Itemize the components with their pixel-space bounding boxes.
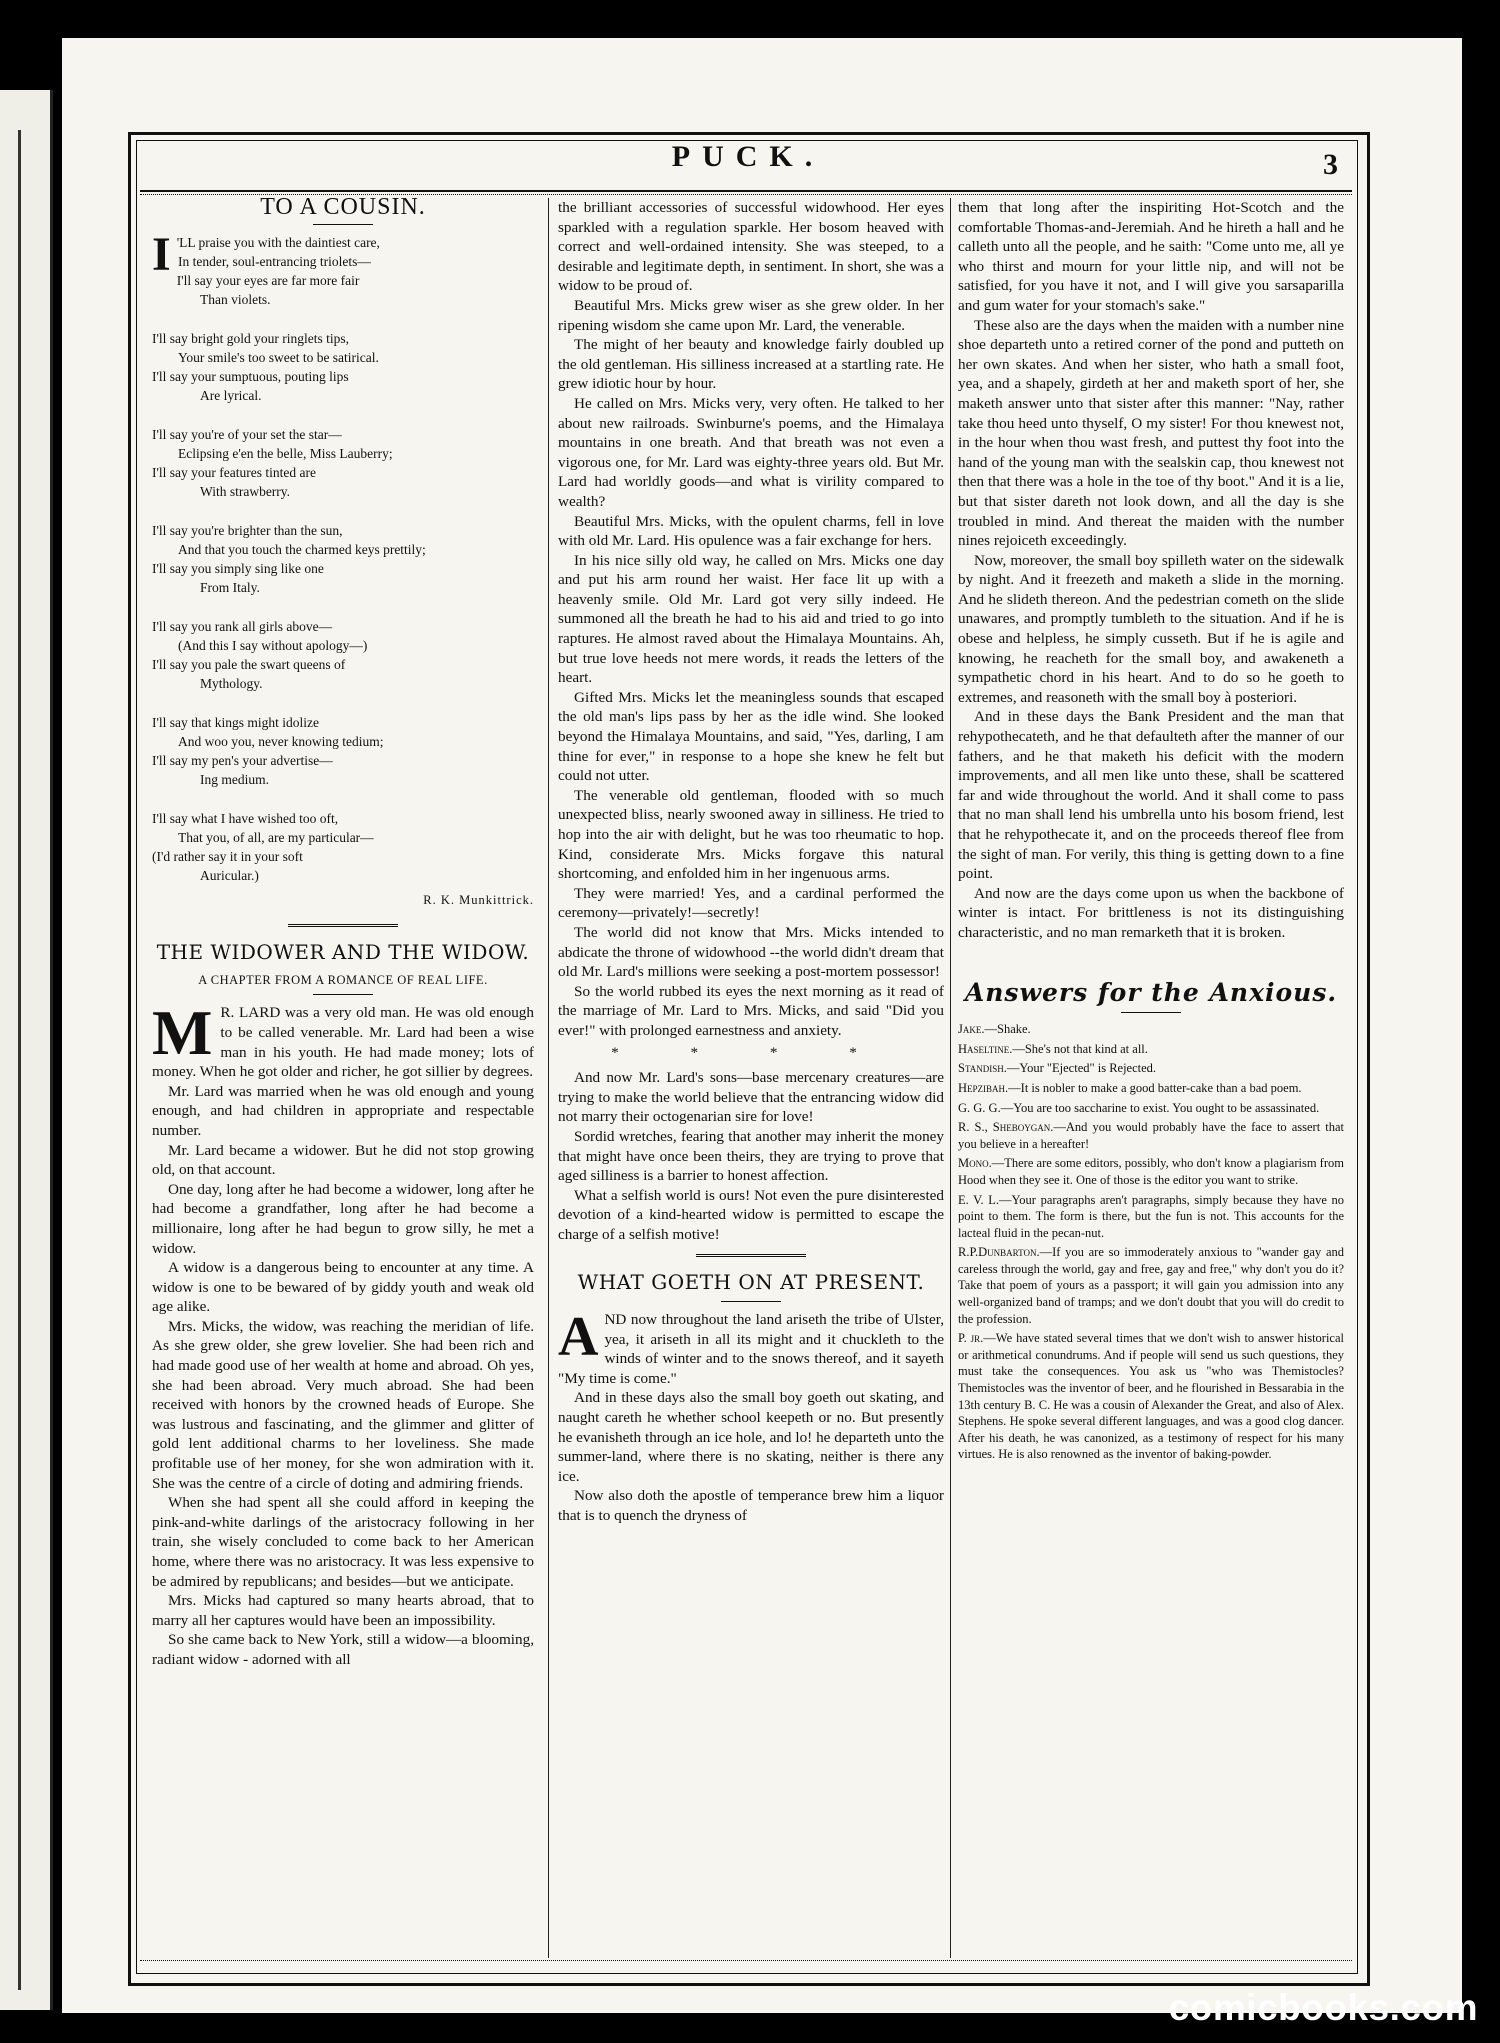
story-body-col2-end	[558, 1068, 944, 1244]
answer-item	[958, 1021, 1344, 1038]
story-paragraph: the brilliant accessories of successful widowhood. Her eyes sparkled with a regulation sparkle. Her bosom heaved with correct and well-ordained intensity. She was steeped, to a desirable and legitimate depth, in sentiment. In short, she was a widow to be proud of.	[558, 199, 944, 295]
answer-item	[958, 1330, 1344, 1463]
story-paragraph: Beautiful Mrs. Micks, with the opulent charms, fell in love with old Mr. Lard. His opulence was a fair exchange for hers.	[558, 512, 944, 550]
poem-line: Eclipsing e'en the belle, Miss Lauberry;	[178, 445, 393, 461]
poem-stanza	[152, 521, 534, 597]
title-rule	[313, 994, 373, 995]
answer-item	[958, 1080, 1344, 1097]
poem-line: I'll say you pale the swart queens of	[152, 656, 346, 672]
poem-line: From Italy.	[200, 579, 260, 595]
poem-line: Are lyrical.	[200, 387, 262, 403]
story-body-col1	[152, 997, 534, 1669]
present-paragraph: And now are the days come upon us when the backbone of winter is intact. For brittleness is not its distinguishing characteristic, and no man remarketh that it is broken.	[958, 884, 1344, 941]
present-paragraph: ND now throughout the land ariseth the tribe of Ulster, yea, it ariseth in all its might and it chuckleth to the winds of winter and to the snows thereof, and it sayeth "My time is come."	[558, 1311, 944, 1387]
answer-item	[958, 1192, 1344, 1242]
present-paragraph: And in these days the Bank President and the man that rehypothecateth, and he that defaulteth after the manner of our fathers, and he that maketh his deficit with the modern improvements, and all men like unto these, shall be scattered far and wide throughout the world. And it shall come to pass that no man shall lend his umbrella unto his bosom friend, lest that he rehypothecate it, and on the proceeds thereof flee from the sight of man. For verily, this thing is getting down to a fine point.	[958, 708, 1344, 883]
footer-rule	[140, 1960, 1352, 1961]
story-paragraph: So she came back to New York, still a widow—a blooming, radiant widow - adorned with all	[152, 1631, 534, 1668]
answer-text: —We have stated several times that we don't wish to answer historical or arithmetical conundrums. And if people will send us such questions, they must take the consequences. You ask us "who was Themistocles? Themistocles was the inventor of beer, and he flourished in Bessarabia in the 13th century B. C. He was a cousin of Alexander the Great, and also of Alex. Stephens. He spoke several different languages, and was a good clog dancer. After his death, he was canonized, as a testimony of respect for his many virtues. He is also renowned as the inventor of baking-powder.	[958, 1331, 1345, 1462]
column-divider	[950, 198, 951, 1958]
poem-line: (I'd rather say it in your soft	[152, 848, 303, 864]
answer-name: Jake.	[958, 1022, 985, 1037]
poem-line: I'll say you simply sing like one	[152, 560, 324, 576]
answer-name: R.P.Dunbarton.	[958, 1245, 1040, 1260]
answer-text: —Your paragraphs aren't paragraphs, simply because they have no point to them. The form is there, but the fun is not. This accounts for the lacteal fluid in the pecan-nut.	[958, 1192, 1344, 1240]
story-paragraph: Gifted Mrs. Micks let the meaningless sounds that escaped the old man's lips pass by her as the idle wind. She looked beyond the Himalaya Mountains, and said, "Yes, darling, I am thine for ever," in response to a hope she knew he felt but could not utter.	[558, 688, 944, 785]
story-paragraph: So the world rubbed its eyes the next morning as it read of the marriage of Mr. Lard to Mrs. Micks, and said "Did you ever!" with prolonged earnestness and anxiety.	[558, 982, 944, 1039]
title-rule	[721, 1301, 781, 1302]
poem-line: That you, of all, are my particular—	[178, 829, 374, 845]
present-paragraph: Now, moreover, the small boy spilleth water on the sidewalk by night. And it freezeth and maketh a slide in the morning. And he slideth thereon. And the pedestrian cometh on the slide unawares, and promptly tumbleth to the situation. And if he is obese and helpless, he simply cusseth. But if he is agile and knowing, he reacheth for the small boy, and awakeneth a sympathetic chord in his heart. And to do so he goeth to extremes, and reasoneth with the small boy à posteriori.	[958, 551, 1344, 706]
column-2	[558, 198, 944, 1526]
present-paragraph: And in these days also the small boy goeth out skating, and naught careth he whether school keepeth or no. But presently he evanisheth through an ice hole, and lo! he departeth unto the summer-land, where there is no skating, neither is there any ice.	[558, 1389, 944, 1485]
drop-cap: A	[558, 1306, 599, 1369]
answer-item	[958, 1041, 1344, 1058]
present-body-col3	[958, 316, 1344, 943]
answer-text: —There are some editors, possibly, who don't know a plagiarism from Hood when they see it. One of those is the editor you want to strike.	[958, 1156, 1344, 1187]
section-divider	[288, 924, 398, 927]
poem-line: I'll say my pen's your advertise—	[152, 752, 333, 768]
poem-line: Than violets.	[200, 291, 271, 307]
answer-item	[958, 1100, 1344, 1117]
story-paragraph: In his nice silly old way, he called on Mrs. Micks one day and put his arm round her waist. Her face lit up with a heavenly smile. Old Mr. Lard got very silly indeed. He summoned all the breath he had to his aid and tried to go into raptures. He almost raved about the Himalaya Mountains. Ah, but true love heeds not mere words, it reads the letters of the heart.	[558, 551, 944, 687]
answer-text: —Your "Ejected" is Rejected.	[1006, 1061, 1157, 1076]
poem-line: I'll say you're of your set the star—	[152, 426, 342, 442]
poem-line: I'll say your features tinted are	[152, 464, 316, 480]
story-paragraph: A widow is a dangerous being to encounter at any time. A widow is one to be bewared of by giddy youth and weak old age alike.	[152, 1259, 534, 1316]
present-paragraph: These also are the days when the maiden with a number nine shoe departeth unto a retired corner of the pond and putteth on her own skates. And when her sister, who hath a small foot, yea, and a shapely, girdeth at her and maketh sport of her, she maketh answer unto that sister after this manner: "Nay, rather take thou heed unto thyself, O my sister! For thou knewest not, in the hour when thou wast fresh, and puttest thy foot into the hand of the young man with the sealskin cap, thou knewest not then that there was a hole in the toe of thy boot." And it is a lie, but that sister dareth not look down, and all the day is she troubled in mind. And thereat the maiden with the number nines rejoiceth exceedingly.	[958, 316, 1344, 550]
answer-item	[958, 1119, 1344, 1152]
watermark: comicbooks.com	[1168, 1987, 1478, 2028]
answer-name: Mono.	[958, 1156, 992, 1171]
poem-line: I'll say bright gold your ringlets tips,	[152, 330, 350, 346]
story-paragraph: The world did not know that Mrs. Micks intended to abdicate the throne of widowhood --the world didn't dream that old Mr. Lard's millions were seeking a post-mortem possessor!	[558, 923, 944, 981]
poem-line: I'll say you're brighter than the sun,	[152, 522, 343, 538]
title-rule	[1121, 1012, 1181, 1013]
story-body-col2	[558, 296, 944, 1041]
poem-stanza	[152, 809, 534, 885]
poem-line: In tender, soul-entrancing triolets—	[178, 253, 371, 269]
story-paragraph: Sordid wretches, fearing that another may inherit the money that might have once been theirs, they are trying to prove that aged silliness is a barrier to honest affection.	[558, 1127, 944, 1185]
poem-stanza	[152, 227, 534, 309]
answer-name: G. G. G.	[958, 1100, 1001, 1115]
poem-stanza	[152, 713, 534, 789]
poem-stanza	[152, 329, 534, 405]
drop-cap: M	[152, 997, 213, 1069]
story-paragraph: The venerable old gentleman, flooded with so much unexpected bliss, nearly swooned away in silliness. He tried to hop into the air with delight, but he was too rheumatic to hop. Kind, considerate Mrs. Micks forgave this natural shortcoming, and enfolded him in her ingenuous arms.	[558, 786, 944, 883]
masthead	[128, 138, 1368, 188]
answer-text: —She's not that kind at all.	[1012, 1041, 1148, 1056]
answer-name: R. S., Sheboygan.	[958, 1120, 1054, 1135]
adjacent-page-edge	[0, 90, 53, 2010]
poem-line: Ing medium.	[200, 771, 269, 787]
poem-line: Mythology.	[200, 675, 263, 691]
poem-body	[152, 227, 534, 885]
column-rule	[18, 130, 21, 1990]
answer-text: —If you are so immoderately anxious to "wander gay and careless through the world, gay and free, gay and free," why don't you do it? Take that poem of yours as a passport; it will gain you admission into any well-organized band of tramps; and we don't doubt that you will do credit to the profession.	[958, 1245, 1344, 1326]
story-paragraph: When she had spent all she could afford in keeping the pink-and-white darlings of the aristocracy following in her train, she wisely concluded to come back to her American home, where there was no aristocracy. It was less expensive to be admired by republicans; and besides—but we anticipate.	[152, 1494, 534, 1590]
poem-stanza	[152, 617, 534, 693]
column-divider	[548, 198, 549, 1958]
section-stars: * * * *	[611, 1043, 891, 1061]
poem-line: I'll say your sumptuous, pouting lips	[152, 368, 349, 384]
story-subtitle: A CHAPTER FROM A ROMANCE OF REAL LIFE.	[198, 972, 488, 987]
story-title: THE WIDOWER AND THE WIDOW.	[156, 940, 530, 965]
answer-item	[958, 1155, 1344, 1188]
poem-line: And woo you, never knowing tedium;	[178, 733, 384, 749]
answer-name: Hepzibah.	[958, 1080, 1009, 1095]
story-paragraph: Mrs. Micks had captured so many hearts abroad, that to marry all her captures would have been an impossibility.	[152, 1592, 534, 1629]
poem-line: Your smile's too sweet to be satirical.	[178, 349, 379, 365]
masthead-rule	[140, 190, 1352, 192]
story-paragraph: What a selfish world is ours! Not even the pure disinterested devotion of a kind-hearted widow is permitted to escape the charge of a selfish motive!	[558, 1186, 944, 1243]
story-paragraph: One day, long after he had become a widower, long after he had become a grandfather, long after he had become a millionaire, long after he had begun to grow silly, he met a widow.	[152, 1180, 534, 1257]
story-paragraph: And now Mr. Lard's sons—base mercenary creatures—are trying to make the world believe that the entrancing widow did not marry their octogenarian sire for love!	[558, 1069, 944, 1126]
answers-title: Answers for the Anxious.	[964, 977, 1338, 1007]
poem-line: I'll say your eyes are far more fair	[176, 272, 360, 288]
poem-author: R. K. Munkittrick.	[423, 892, 534, 907]
answer-text: —And you would probably have the face to assert that you believe in a hereafter!	[958, 1120, 1344, 1151]
story-paragraph: Mr. Lard became a widower. But he did not stop growing old, on that account.	[152, 1141, 534, 1179]
page-number: 3	[1323, 148, 1338, 181]
column-3	[958, 198, 1344, 1466]
answer-text: —You are too saccharine to exist. You ought to be assassinated.	[1000, 1100, 1320, 1115]
column-1	[152, 194, 534, 1670]
story-paragraph: Mrs. Micks, the widow, was reaching the meridian of life. As she grew older, she grew lovelier. She had been rich and had made good use of her wealth at home and abroad. Oh yes, she had been abroad. Very much abroad. She had been received with honors by the crowned heads of Europe. She was lustrous and fascinating, and the glimmer and glitter of gold lent additional charms to her loveliness. She made profitable use of her money, for she won admiration with it. She was the centre of a circle of doting and admiring friends.	[152, 1317, 534, 1492]
poem-line: With strawberry.	[200, 483, 291, 499]
poem-line: And that you touch the charmed keys prettily;	[178, 541, 426, 557]
drop-cap: I	[152, 227, 171, 281]
poem-line: I'll say that kings might idolize	[152, 714, 320, 730]
story-paragraph: R. LARD was a very old man. He was old enough to be called venerable. Mr. Lard had been a wise man in his youth. He had made money; lots of money. When he got older and richer, he got sillier by degrees.	[152, 1004, 534, 1081]
answer-text: —Shake.	[984, 1022, 1031, 1037]
story-paragraph: Beautiful Mrs. Micks grew wiser as she grew older. In her ripening wisdom she came upon Mr. Lard, the venerable.	[558, 296, 944, 334]
poem-line: (And this I say without apology—)	[178, 637, 368, 653]
poem-line: I'll say you rank all girls above—	[152, 618, 333, 634]
section-divider	[696, 1254, 806, 1257]
story-paragraph: Mr. Lard was married when he was old enough and young enough, and had children in appropriate and respectable number.	[152, 1082, 534, 1139]
present-title: WHAT GOETH ON AT PRESENT.	[577, 1270, 925, 1295]
masthead-title: PUCK.	[671, 140, 825, 173]
present-body-col2	[558, 1306, 944, 1526]
answers-list	[958, 1021, 1344, 1463]
poem-stanza	[152, 425, 534, 501]
present-paragraph: Now also doth the apostle of temperance brew him a liquor that is to quench the dryness of	[558, 1487, 944, 1524]
answer-name: Standish.	[958, 1061, 1007, 1076]
answer-name: Haseltine.	[958, 1041, 1013, 1056]
answer-name: P. jr.	[958, 1331, 984, 1346]
poem-line: Auricular.)	[200, 867, 259, 883]
story-paragraph: The might of her beauty and knowledge fairly doubled up the old gentleman. His silliness increased at a startling rate. He grew idiotic hour by hour.	[558, 336, 944, 393]
poem-line: I'll say what I have wished too oft,	[152, 810, 339, 826]
poem-title: TO A COUSIN.	[260, 194, 426, 220]
present-paragraph: them that long after the inspiriting Hot-Scotch and the comfortable Thomas-and-Jeremiah. And he hireth a hall and he calleth unto all the people, and he saith: "Come unto me, all ye who thirst and mourn for your little nip, and will not be satisfied, for you have it not, and I will give you sarsaparilla and gum water for your stomach's sake."	[958, 199, 1344, 314]
answer-text: —It is nobler to make a good batter-cake than a bad poem.	[1008, 1080, 1302, 1095]
answer-name: E. V. L.	[958, 1192, 1000, 1207]
story-paragraph: They were married! Yes, and a cardinal performed the ceremony—privately!—secretly!	[558, 884, 944, 922]
answer-item	[958, 1060, 1344, 1077]
poem-line: 'LL praise you with the daintiest care,	[176, 234, 380, 250]
answer-item	[958, 1244, 1344, 1327]
title-rule	[313, 224, 373, 225]
story-paragraph: He called on Mrs. Micks very, very often. He talked to her about new railroads. Swinburne's poems, and the Himalaya mountains in one breath. And that breath was not even a vigorous one, for Mr. Lard was eighty-three years old. But Mr. Lard had worldly goods—and what is virility compared to wealth?	[558, 394, 944, 510]
